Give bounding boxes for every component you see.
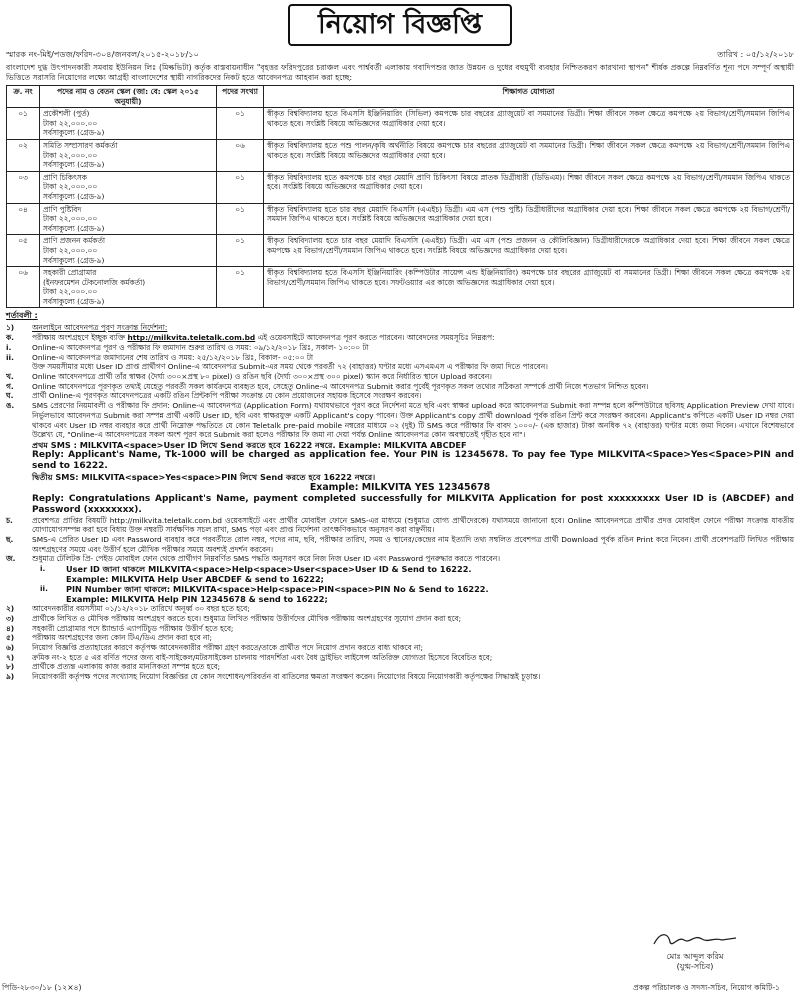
condition-item xyxy=(6,662,794,672)
recovery-example xyxy=(6,594,794,604)
table-row xyxy=(7,267,794,308)
post-grade: সর্বসাকুল্যে (গ্রেড-৯) xyxy=(43,296,105,306)
row-serial: ০২ xyxy=(7,139,40,171)
item-text: Online আবেদনপত্রে প্রার্থী তাঁর স্বাক্ষর (দৈর্ঘ্য ৩০০×প্রস্থ ৮০ pixel) ও রঙিন ছবি (দৈর্ঘ্য ৩০০×প্রস্থ ৩০০ pixel) স্ক্যান করে নির্ধারিত স্থানে Upload করবেন। xyxy=(32,371,492,381)
item-text: পরীক্ষায় অংশগ্রহণের জন্য কোন টিএ/ডিএ প্রদান করা হবে না; xyxy=(32,633,213,643)
first-reply: Reply: Applicant's Name, Tk-1000 will be charged as application fee. Your PIN is 12345678. To pay fee Type MILKVITA<Space>Yes<Space>PIN and send to 16222. xyxy=(32,449,794,471)
row-education: স্বীকৃত বিশ্ববিদ্যালয় হতে বিএসসি ইঞ্জিনিয়ারিং (সিভিল) কমপক্ষে চার বছরের গ্র্যাজুয়েট বা সমমানের ডিগ্রী। শিক্ষা জীবনে সকল ক্ষেত্রে কমপক্ষে ২য় বিভাগ/শ্রেণী/সমমান জিপিএ থাকতে হবে। সংশ্লিষ্ট বিষয়ে অভিজ্ঞদের অগ্রাধিকার দেয়া হবে। xyxy=(264,108,794,140)
table-row xyxy=(7,108,794,140)
post-pay: টাকা ২২,০০০.০০ xyxy=(43,287,98,297)
post-grade: সর্বসাকুল্যে (গ্রেড-৯) xyxy=(43,191,105,201)
row-education: স্বীকৃত বিশ্ববিদ্যালয় হতে বিএসসি ইঞ্জিনিয়ারিং (কম্পিউটার সায়েন্স এন্ড ইঞ্জিনিয়ারিং) কমপক্ষে চার বছরের গ্র্যাজুয়েট বা সমমানের ডিগ্রী। শিক্ষা জীবনে সকল ক্ষেত্রে কমপক্ষে ২য় বিভাগ/শ্রেণী/সমমান জিপিএ থাকতে হবে। সফটওয়্যার এর কাজে অভিজ্ঞদের অগ্রাধিকার দেয়া হবে। xyxy=(264,267,794,308)
condition-item xyxy=(6,672,794,682)
item-text: SMS প্রেরণের নিয়মাবলী ও পরীক্ষার ফি প্রদান: Online-এ আবেদনপত্র (Application Form) যথাযথভাবে পূরণ করে নির্দেশনা মতে ছবি এবং স্বাক্ষর upload করে আবেদনপত্র Submit করা সম্পন্ন হলে কম্পিউটারে ছবিসহ Application Preview দেখা যাবে। নির্ভুলভাবে আবেদনপত্র Submit করা সম্পন্ন প্রার্থী একটি User ID, ছবি এবং স্বাক্ষরযুক্ত একটি Applicant's copy পাবেন। উক্ত Applicant's copy প্রার্থী download পূর্বক রঙিন প্রিন্ট করে সংরক্ষণ করবেন। Applicant's কপিতে একটি User ID নম্বর দেয়া থাকবে এবং User ID নম্বর ব্যবহার করে প্রার্থী নিম্নোক্ত পদ্ধতিতে যে কোন Teletalk pre-paid mobile নম্বরের মাধ্যমে ০২ (দুই) টি SMS করে পরীক্ষার ফি বাবদ ১০০০/- (এক হাজার) টাকা অনধিক ৭২ (বাহাত্তর) ঘণ্টার মধ্যে জমা দিবেন। এখানে বিশেষভাবে উল্লেখ্য যে, "Online-এ আবেদনপত্রের সকল অংশ পূরণ করে Submit করা হলেও পরীক্ষার ফি জমা না দেয়া পর্যন্ত Online আবেদনপত্র কোন অবস্থাতেই গৃহীত হবে না"। xyxy=(32,401,794,440)
item-text: Online আবেদনপত্রে পূরণকৃত তথ্যই যেহেতু পরবর্তী সকল কার্যক্রমে ব্যবহৃত হবে, সেহেতু Online-এ আবেদনপত্র Submit করার পূর্বেই পূরণকৃত সকল তথ্যের সঠিকতা সম্পর্কে প্রার্থী নিজে শতভাগ নিশ্চিত হবেন। xyxy=(32,381,649,391)
header-education: শিক্ষাগত যোগ্যতা xyxy=(264,86,794,108)
apply-text-b: এই ওয়েবসাইটে আবেদনপত্র পূরণ করতে পারবেন। আবেদনের সময়সূচিঃ নিম্নরূপ: xyxy=(257,333,495,343)
posts-table xyxy=(6,85,794,308)
row-post xyxy=(40,108,217,140)
website-link[interactable]: http://milkvita.teletalk.com.bd xyxy=(127,333,256,343)
recovery-example xyxy=(6,574,794,584)
recovery-item xyxy=(6,564,794,574)
item-text: অনলাইনে আবেদনপত্র পূরণ সংক্রান্ত নির্দেশনা: xyxy=(32,323,168,333)
row-post xyxy=(40,235,217,267)
row-education: স্বীকৃত বিশ্ববিদ্যালয় হতে পশু পালন/কৃষি অর্থনীতি বিষয়ে কমপক্ষে চার বছরের গ্র্যাজুয়েট বা সমমানের ডিগ্রী। শিক্ষা জীবনে সকল ক্ষেত্রে কমপক্ষে ২য় বিভাগ/শ্রেণী/সমমান জিপিএ থাকতে হবে। সংশ্লিষ্ট বিষয়ে অভিজ্ঞদের অগ্রাধিকার দেয়া হবে। xyxy=(264,139,794,171)
item-marker: ৮) xyxy=(6,662,15,672)
second-sms-example: Example: MILKVITA YES 12345678 xyxy=(309,481,491,493)
row-education: স্বীকৃত বিশ্ববিদ্যালয় হতে কমপক্ষে চার বছর মেয়াদি প্রাণি চিকিৎসা বিষয়ে স্নাতক ডিগ্রীধারী (ডিভিএম)। শিক্ষা জীবনে সকল ক্ষেত্রে কমপক্ষে ২য় বিভাগ/শ্রেণী/সমমান জিপিএ থাকতে হবে। সংশ্লিষ্ট বিষয়ে অভিজ্ঞদের অগ্রাধিকার দেয়া হবে। xyxy=(264,171,794,203)
item-text: নিয়োগকারী কর্তৃপক্ষ পদের সংখ্যাসহ নিয়োগ বিজ্ঞপ্তির যে কোন সংশোধন/পরিবর্তন বা বাতিলের ক্ষমতা সংরক্ষণ করেন। নিয়োগের বিষয়ে নিয়োগকারী কর্তৃপক্ষের সিদ্ধান্তই চূড়ান্ত। xyxy=(32,672,541,682)
condition-item xyxy=(6,382,794,392)
condition-item xyxy=(6,353,794,363)
recruitment-notice xyxy=(6,4,794,996)
item-text: আবেদনকারীর বয়সসীমা ০১/১২/২০১৮ তারিখে অনূর্ধ্ব ৩০ বছর হতে হবে; xyxy=(32,604,250,614)
row-serial: ০১ xyxy=(7,108,40,140)
item-marker: ঙ. xyxy=(6,401,15,411)
item-text: Online-এ আবেদনপত্র জমাদানের শেষ তারিখ ও সময়: ২৫/১২/২০১৮ খ্রিঃ, বিকাল- ০৫:০০ টা xyxy=(32,352,314,362)
item-text: ক্রমিক নং-২ হতে ৫ এর বর্ণিত পদের জন্য বাই-সাইকেল/মটরসাইকেল চালনায় পারদর্শিতা এবং বৈধ ড্রাইভিং লাইসেন্স অতিরিক্ত যোগ্যতা হিসেবে বিবেচিত হবে; xyxy=(32,652,493,662)
recovery-item xyxy=(6,584,794,594)
post-name: প্রাণি প্রজনন কর্মকর্তা xyxy=(43,236,106,246)
item-text: PIN Number জানা থাকলে: MILKVITA<space>Help<space>PIN<space>PIN No & Send to 16222. xyxy=(66,584,489,595)
condition-item xyxy=(6,614,794,624)
signature-mark xyxy=(650,930,740,950)
item-marker: ক. xyxy=(6,333,14,343)
conditions-list xyxy=(6,323,794,681)
item-marker: ৫) xyxy=(6,633,15,643)
row-post xyxy=(40,203,217,235)
row-count: ০১ xyxy=(217,235,264,267)
post-pay: টাকা ২২,০০০.০০ xyxy=(43,182,98,192)
condition-item xyxy=(6,624,794,634)
header-count: পদের সংখ্যা xyxy=(217,86,264,108)
item-marker: ২) xyxy=(6,604,15,614)
example-text: Example: MILKVITA Help User ABCDEF & send to 16222; xyxy=(66,574,324,585)
condition-item xyxy=(6,604,794,614)
item-marker: ৯) xyxy=(6,672,15,682)
table-row xyxy=(7,171,794,203)
condition-item xyxy=(6,643,794,653)
item-text: SMS-এ প্রেরিত User ID এবং Password ব্যবহার করে পরবর্তীতে রোল নম্বর, পদের নাম, ছবি, পরীক্ষার তারিখ, সময় ও স্থানের/কেন্দ্রের নাম ইত্যাদি তথ্য সম্বলিত প্রবেশপত্র প্রার্থী Download পূর্বক রঙিন Print করে নিবেন। প্রার্থী প্রবেশপত্রটি লিখিত পরীক্ষায় অংশগ্রহণের সময়ে এবং উত্তীর্ণ হলে মৌখিক পরীক্ষার সময়ে অবশ্যই প্রদর্শন করবেন। xyxy=(32,535,794,554)
row-post xyxy=(40,267,217,308)
item-text: প্রার্থী Online-এ পূরণকৃত আবেদনপত্রের একটি রঙিন প্রিন্টকপি পরীক্ষা সংক্রান্ত যে কোন প্রয়োজনের সহায়ক হিসেবে সংরক্ষণ করবেন। xyxy=(32,391,422,401)
table-row xyxy=(7,235,794,267)
notice-date: তারিখ : ০৫/১২/২০১৮ xyxy=(717,49,794,59)
item-text: প্রবেশপত্র প্রাপ্তির বিষয়টি http://milkvita.teletalk.com.bd ওয়েবসাইটে এবং প্রার্থীর মোবাইল ফোনে SMS-এর মাধ্যমে (শুধুমাত্র যোগ্য প্রার্থীদেরকে) যথাসময়ে জানানো হবে। Online আবেদনপত্রে প্রার্থীর প্রদত্ত মোবাইল ফোনে পরীক্ষা সংক্রান্ত যাবতীয় যোগাযোগসম্পন্ন করা হবে বিধায় উক্ত নম্বরটি সার্বক্ষণিক সচল রাখা, SMS পড়া এবং প্রাপ্ত নির্দেশনা তাৎক্ষণিকভাবে অনুসরণ করা বাঞ্ছনীয়। xyxy=(32,515,794,535)
row-count: ০১ xyxy=(217,171,264,203)
item-marker: জ. xyxy=(6,554,16,564)
signatory-office: প্রকল্প পরিচালক ও সদস্য-সচিব, নিয়োগ কমিটি-১ xyxy=(633,983,780,992)
item-text: নিয়োগ বিজ্ঞপ্তি প্রত্যাহারের কারণে কর্তৃপক্ষ আবেদনকারীর পরীক্ষা গ্রহণ করতে/তাকে প্রার্থীত পদে নিয়োগ প্রদান করতে বাধ্য থাকবে না; xyxy=(32,642,424,652)
post-grade: সর্বসাকুল্যে (গ্রেড-৯) xyxy=(43,128,105,138)
post-name: সমিতি সম্প্রসারণ কর্মকর্তা xyxy=(43,140,118,150)
table-row xyxy=(7,203,794,235)
memo-row xyxy=(6,49,794,62)
item-marker: ii. xyxy=(40,584,48,594)
row-post xyxy=(40,171,217,203)
post-name: সহকারী প্রোগ্রামার xyxy=(43,268,97,278)
item-text: প্রার্থীকে প্রত্যন্ত এলাকায় কাজ করার মানসিকতা সম্পন্ন হতে হবে; xyxy=(32,662,221,672)
condition-item xyxy=(6,535,794,554)
header-post: পদের নাম ও বেতন স্কেল (জা: বে: স্কেল ২০১৫ অনুযায়ী) xyxy=(40,86,217,108)
row-education: স্বীকৃত বিশ্ববিদ্যালয় হতে চার বছর মেয়াদি বিএসসি (এএইচ) ডিগ্রী। এম এস (পশু পুষ্টি) ডিগ্রীধারীদের অগ্রাধিকার দেয়া হবে। শিক্ষা জীবনে সকল ক্ষেত্রে কমপক্ষে ২য় বিভাগ/শ্রেণী/সমমান জিপিএ থাকতে হবে। সংশ্লিষ্ট বিষয়ে অভিজ্ঞদের অগ্রাধিকার দেয়া হবে। xyxy=(264,203,794,235)
second-sms: দ্বিতীয় SMS: MILKVITA<space>Yes<space>PIN লিখে Send করতে হবে 16222 নম্বরে। xyxy=(32,471,376,482)
condition-item xyxy=(6,372,794,382)
condition-item xyxy=(6,653,794,663)
condition-note xyxy=(6,362,794,372)
sms-line xyxy=(6,494,794,516)
sms-line xyxy=(6,450,794,472)
item-marker: ii. xyxy=(6,352,14,362)
item-marker: ১) xyxy=(6,323,15,333)
first-sms: প্রথম SMS : MILKVITA<space>User ID লিখে Send করতে হবে 16222 নম্বরে. Example: MILKVITA ABCDEF xyxy=(32,439,467,450)
post-pay: টাকা ২২,০০০.০০ xyxy=(43,245,98,255)
row-count: ০৬ xyxy=(217,139,264,171)
item-marker: i. xyxy=(6,342,12,352)
post-pay: টাকা ২২,০০০.০০ xyxy=(43,118,98,128)
condition-item xyxy=(6,401,794,440)
item-marker: ৬) xyxy=(6,642,15,652)
post-grade: সর্বসাকুল্যে (গ্রেড-৯) xyxy=(43,223,105,233)
condition-item xyxy=(6,633,794,643)
item-marker: ছ. xyxy=(6,535,14,545)
item-text: প্রার্থীকে লিখিত ও মৌখিক পরীক্ষায় অংশগ্রহণ করতে হবে। শুধুমাত্র লিখিত পরীক্ষায় উত্তীর্ণদের মৌখিক পরীক্ষায় অংশগ্রহণের সুযোগ প্রদান করা হবে; xyxy=(32,613,462,623)
row-serial: ০৪ xyxy=(7,203,40,235)
post-name-sub: (ইনফরমেশন টেকনোলজি কর্মকর্তা) xyxy=(43,277,146,287)
row-count: ০১ xyxy=(217,108,264,140)
deadline-note: উক্ত সময়সীমার মধ্যে User ID প্রাপ্ত প্রার্থীগণ Online-এ আবেদনপত্র Submit-এর সময় থেকে পরবর্তী ৭২ (বাহাত্তর) ঘণ্টার মধ্যে এসএমএস এ পরীক্ষার ফি জমা দিতে পারবেন। xyxy=(32,362,548,372)
sms-line xyxy=(6,472,794,482)
post-name: প্রাণি পুষ্টিবিদ xyxy=(43,204,82,214)
post-name: প্রাণি চিকিৎসক xyxy=(43,172,87,182)
post-name: প্রকৌশলী (পুর্ত) xyxy=(43,109,90,119)
item-text: শুধুমাত্র টেলিটক প্রি- পেইড মোবাইল ফোন থেকে প্রার্থীগণ নিম্নবর্ণিত SMS পদ্ধতি অনুসরণ করে নিজ নিজ User ID এবং Password পুনরুদ্ধার করতে পারবেন। xyxy=(32,554,500,564)
item-marker: ৩) xyxy=(6,613,15,623)
apply-text-a: পরীক্ষায় অংশগ্রহণে ইচ্ছুক ব্যক্তি xyxy=(32,333,126,343)
post-grade: সর্বসাকুল্যে (গ্রেড-৯) xyxy=(43,255,105,265)
row-serial: ০৬ xyxy=(7,267,40,308)
item-text: User ID জানা থাকলে MILKVITA<space>Help<space>User<space>User ID & Send to 16222. xyxy=(66,564,472,575)
signatory-name: মোঃ আব্দুল করিম xyxy=(666,952,724,961)
item-text: সহকারী প্রোগ্রামার পদে ষ্ট্যান্ডার্ড এ্যাপটিচুড পরীক্ষায় উত্তীর্ণ হতে হবে; xyxy=(32,623,234,633)
memo-number: স্মারক নং-মিই/পডজ/ফরিদ-৩০৪/জনবল/২০১৫-২০১৮/১০ xyxy=(6,49,199,59)
notice-title: নিয়োগ বিজ্ঞপ্তি xyxy=(288,4,512,46)
item-text: Online-এ আবেদনপত্র পূরণ ও পরীক্ষার ফি জমাদান শুরুর তারিখ ও সময়: ০৯/১২/২০১৮ খ্রিঃ, সকাল- ১০:০০ টা xyxy=(32,342,369,352)
intro-paragraph: বাংলাদেশ দুগ্ধ উৎপাদনকারী সমবায় ইউনিয়ন লিঃ (মিল্কভিটা) কর্তৃক বাস্তবায়নাধীন "বৃহত্তর ফরিদপুরের চরাঞ্চল এবং পার্শ্ববর্তী এলাকায় গবাদিপশুর জাত উন্নয়ন ও দুধের বহুমুখী ব্যবহার নিশ্চিতকরণ কারখানা স্থাপন" শীর্ষক প্রকল্পে নিম্নবর্ণিত শূন্য পদে সম্পূর্ণ অস্থায়ী ভিত্তিতে সরাসরি নিয়োগের লক্ষ্যে আগ্রহী বাংলাদেশের স্থায়ী নাগরিকদের নিকট হতে আবেদনপত্র আহবান করা হচ্ছে: xyxy=(6,63,794,82)
conditions-heading: শর্তাবলী : xyxy=(6,311,38,321)
post-grade: সর্বসাকুল্যে (গ্রেড-৯) xyxy=(43,160,105,170)
sms-line xyxy=(6,440,794,450)
signatory-designation: (যুগ্ম-সচিব) xyxy=(676,962,714,971)
post-pay: টাকা ২২,০০০.০০ xyxy=(43,150,98,160)
item-marker: খ. xyxy=(6,371,14,381)
table-header-row xyxy=(7,86,794,108)
second-reply: Reply: Congratulations Applicant's Name, payment completed successfully for MILKVITA Application for post xxxxxxxxx User ID is (ABCDEF) and Password (xxxxxxxx). xyxy=(32,493,794,515)
item-marker: চ. xyxy=(6,515,13,525)
condition-item xyxy=(6,333,794,343)
header-serial: ক্র. নং xyxy=(7,86,40,108)
row-count: ০১ xyxy=(217,203,264,235)
item-marker: ৪) xyxy=(6,623,15,633)
item-marker: গ. xyxy=(6,381,14,391)
condition-item xyxy=(6,343,794,353)
condition-item xyxy=(6,516,794,535)
item-marker: ঘ. xyxy=(6,391,14,401)
row-post xyxy=(40,139,217,171)
row-education: স্বীকৃত বিশ্ববিদ্যালয় হতে চার বছর মেয়াদি বিএসসি (এএইচ) ডিগ্রী। এম এস (পশু প্রজনন ও কৌলিবিজ্ঞান) ডিগ্রীধারীদেরকে অগ্রাধিকার দেয়া হবে। শিক্ষা জীবনে সকল ক্ষেত্রে কমপক্ষে ২য় বিভাগ/শ্রেণী/সমমান জিপিএ থাকতে হবে। সংশ্লিষ্ট বিষয়ে অভিজ্ঞদের অগ্রাধিকার দেয়া হবে। xyxy=(264,235,794,267)
item-text xyxy=(32,333,794,343)
footer-code: পিডি-২৮৩০/১৮ (১২×৪) xyxy=(2,983,82,992)
post-pay: টাকা ২২,০০০.০০ xyxy=(43,214,98,224)
condition-item xyxy=(6,323,794,333)
signature-block xyxy=(650,930,740,972)
table-row xyxy=(7,139,794,171)
condition-item xyxy=(6,554,794,564)
item-marker: i. xyxy=(40,564,46,574)
condition-item xyxy=(6,391,794,401)
row-serial: ০৫ xyxy=(7,235,40,267)
example-text: Example: MILKVITA Help PIN 12345678 & send to 16222; xyxy=(66,594,328,605)
item-marker: ৭) xyxy=(6,652,15,662)
row-serial: ০৩ xyxy=(7,171,40,203)
row-count: ০১ xyxy=(217,267,264,308)
